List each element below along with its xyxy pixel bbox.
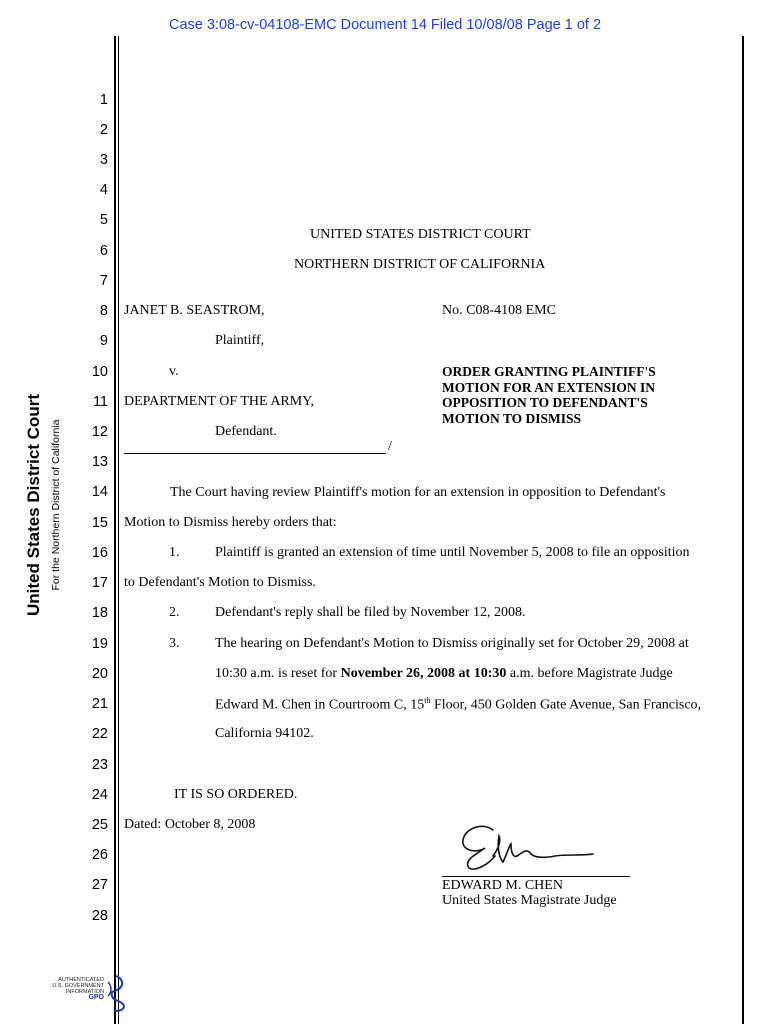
case-number: No. C08-4108 EMC bbox=[442, 303, 556, 318]
line-number: 18 bbox=[91, 605, 108, 621]
item-1-line-2: to Defendant's Motion to Dismiss. bbox=[124, 575, 316, 590]
item-3-line-2-post: a.m. before Magistrate Judge bbox=[506, 666, 673, 681]
item-1-line-1: Plaintiff is granted an extension of time until November 5, 2008 to file an opposition bbox=[215, 545, 690, 560]
right-margin-rule bbox=[742, 36, 744, 1024]
line-number: 7 bbox=[99, 273, 108, 289]
judge-title: United States Magistrate Judge bbox=[442, 893, 617, 908]
margin-district-name: For the Northern District of California bbox=[50, 419, 62, 591]
line-number: 15 bbox=[91, 515, 108, 531]
order-title-line: MOTION FOR AN EXTENSION IN bbox=[442, 379, 656, 395]
line-number: 1 bbox=[99, 92, 108, 108]
gpo-line: U.S. GOVERNMENT bbox=[52, 983, 104, 989]
line-number: 2 bbox=[99, 122, 108, 138]
line-number: 13 bbox=[91, 454, 108, 470]
plaintiff-role: Plaintiff, bbox=[215, 333, 265, 348]
judge-name: EDWARD M. CHEN bbox=[442, 878, 563, 893]
item-2-number: 2. bbox=[169, 605, 180, 620]
judge-signature bbox=[455, 818, 605, 874]
line-number: 5 bbox=[99, 212, 108, 228]
left-margin-rule-inner bbox=[118, 36, 119, 1024]
item-3-line-4: California 94102. bbox=[215, 726, 314, 741]
line-number: 23 bbox=[91, 757, 108, 773]
line-number: 19 bbox=[91, 636, 108, 652]
line-number: 12 bbox=[91, 424, 108, 440]
line-number: 21 bbox=[91, 696, 108, 712]
line-number: 27 bbox=[91, 877, 108, 893]
item-3-line-2 bbox=[215, 666, 673, 682]
caption-underline bbox=[124, 453, 386, 454]
item-3-line-3-sup: th bbox=[424, 696, 431, 705]
signature-line bbox=[442, 876, 630, 877]
court-title: UNITED STATES DISTRICT COURT bbox=[310, 227, 531, 242]
line-number: 4 bbox=[99, 182, 108, 198]
order-title bbox=[442, 364, 656, 426]
line-number: 11 bbox=[92, 394, 108, 410]
line-number: 3 bbox=[99, 152, 108, 168]
item-3-line-3-pre: Edward M. Chen in Courtroom C, 15 bbox=[215, 697, 425, 713]
item-3-number: 3. bbox=[169, 636, 180, 651]
versus: v. bbox=[169, 364, 179, 379]
left-margin-rule-outer bbox=[114, 36, 116, 1024]
line-number: 8 bbox=[99, 303, 108, 319]
document-header: Case 3:08-cv-04108-EMC Document 14 Filed 10/08/08 Page 1 of 2 bbox=[168, 17, 602, 33]
line-number: 14 bbox=[91, 484, 108, 500]
gpo-eagle-icon bbox=[102, 974, 128, 1012]
so-ordered: IT IS SO ORDERED. bbox=[174, 787, 298, 802]
line-number: 6 bbox=[99, 243, 108, 259]
line-number: 16 bbox=[91, 545, 108, 561]
item-1-number: 1. bbox=[169, 545, 180, 560]
line-number: 26 bbox=[91, 847, 108, 863]
gpo-line: AUTHENTICATED bbox=[58, 977, 104, 983]
intro-line-2: Motion to Dismiss hereby orders that: bbox=[124, 515, 337, 530]
caption-slash: / bbox=[388, 439, 392, 454]
order-title-line: ORDER GRANTING PLAINTIFF'S bbox=[442, 364, 656, 379]
gpo-authentication-text bbox=[46, 977, 104, 1001]
line-number: 10 bbox=[91, 364, 108, 380]
hearing-date: November 26, 2008 at 10:30 bbox=[340, 666, 507, 681]
item-2-text: Defendant's reply shall be filed by November 12, 2008. bbox=[215, 605, 526, 620]
line-number: 9 bbox=[99, 333, 108, 349]
line-number: 25 bbox=[91, 817, 108, 833]
item-3-line-3-post: Floor, 450 Golden Gate Avenue, San Francisco, bbox=[430, 697, 702, 713]
line-number: 24 bbox=[91, 787, 108, 803]
district-title: NORTHERN DISTRICT OF CALIFORNIA bbox=[294, 257, 546, 272]
item-3-line-1: The hearing on Defendant's Motion to Dismiss originally set for October 29, 2008 at bbox=[215, 636, 689, 651]
order-title-line: OPPOSITION TO DEFENDANT'S bbox=[442, 395, 648, 410]
dated-line: Dated: October 8, 2008 bbox=[124, 817, 256, 832]
line-number: 20 bbox=[91, 666, 108, 682]
defendant-name: DEPARTMENT OF THE ARMY, bbox=[124, 394, 315, 409]
item-3-line-2-pre: 10:30 a.m. is reset for bbox=[215, 666, 341, 681]
plaintiff-name: JANET B. SEASTROM, bbox=[124, 303, 265, 318]
gpo-line: INFORMATION bbox=[65, 989, 104, 995]
line-number: 17 bbox=[91, 575, 108, 591]
margin-court-name: United States District Court bbox=[24, 394, 43, 616]
gpo-line: GPO bbox=[88, 994, 104, 1001]
order-title-line: MOTION TO DISMISS bbox=[442, 410, 582, 426]
line-number: 28 bbox=[91, 908, 108, 924]
line-number: 22 bbox=[91, 726, 108, 742]
intro-line-1: The Court having review Plaintiff's motion for an extension in opposition to Defendant's bbox=[170, 485, 666, 500]
defendant-role: Defendant. bbox=[215, 424, 277, 439]
item-3-line-3 bbox=[215, 696, 701, 714]
